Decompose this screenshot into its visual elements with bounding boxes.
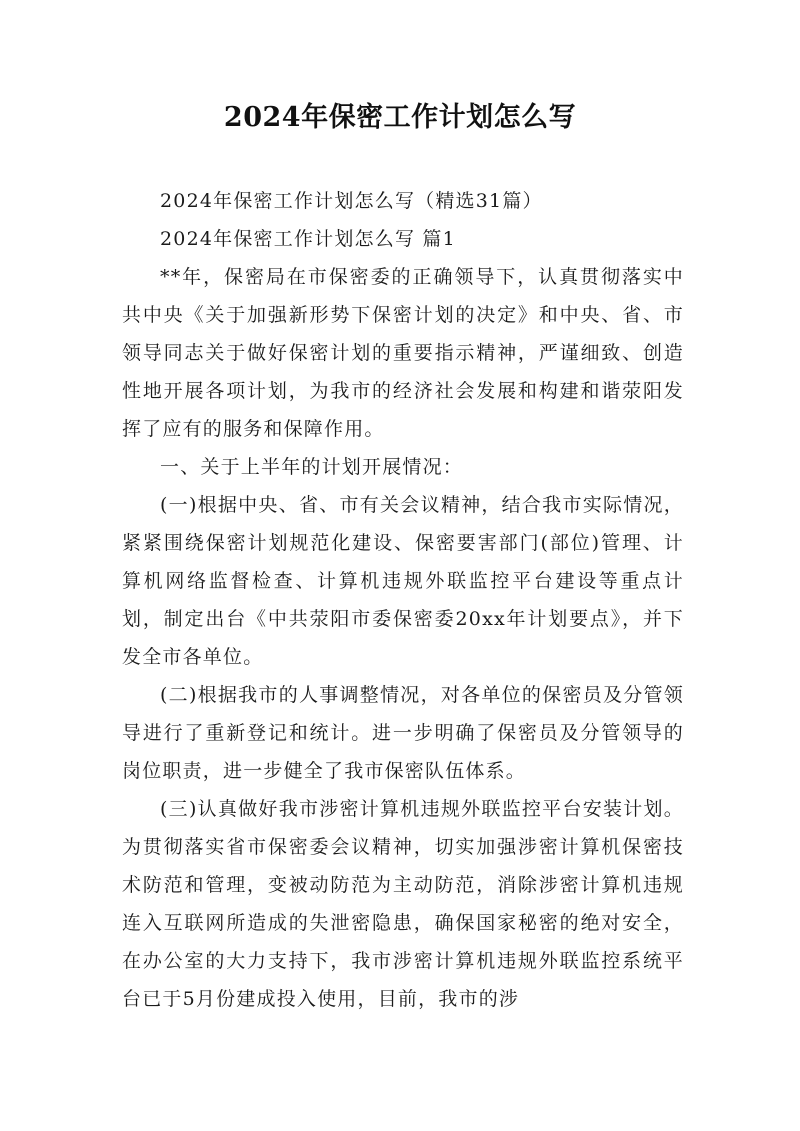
section-heading: 2024年保密工作计划怎么写 篇1 bbox=[160, 228, 456, 250]
paragraph-item-2: (二)根据我市的人事调整情况，对各单位的保密员及分管领导进行了重新登记和统计。进一步明确了保密员及分管领导的岗位职责，进一步健全了我市保密队伍体系。 bbox=[122, 684, 684, 782]
document-title: 2024年保密工作计划怎么写 bbox=[223, 102, 577, 133]
subtitle-line: 2024年保密工作计划怎么写（精选31篇） bbox=[160, 190, 543, 212]
paragraph-item-3: (三)认真做好我市涉密计算机违规外联监控平台安装计划。为贯彻落实省市保密委会议精神，切实加强涉密计算机保密技术防范和管理，变被动防范为主动防范，消除涉密计算机违规连入互联网所造成的失泄密隐患，确保国家秘密的绝对安全，在办公室的大力支持下，我市涉密计算机违规外联监控系统平台已于5月份建成投入使用，目前，我市的涉 bbox=[122, 798, 684, 1010]
paragraph-intro: **年，保密局在市保密委的正确领导下，认真贯彻落实中共中央《关于加强新形势下保密计划的决定》和中央、省、市领导同志关于做好保密计划的重要指示精神，严谨细致、创造性地开展各项计划，为我市的经济社会发展和构建和谐荥阳发挥了应有的服务和保障作用。 bbox=[122, 266, 684, 440]
document-body bbox=[122, 182, 684, 1018]
paragraph-item-1: (一)根据中央、省、市有关会议精神，结合我市实际情况，紧紧围绕保密计划规范化建设、保密要害部门(部位)管理、计算机网络监督检查、计算机违规外联监控平台建设等重点计划，制定出台《中共荥阳市委保密委20xx年计划要点》，并下发全市各单位。 bbox=[122, 494, 684, 668]
paragraph-heading-1: 一、关于上半年的计划开展情况： bbox=[160, 456, 464, 478]
